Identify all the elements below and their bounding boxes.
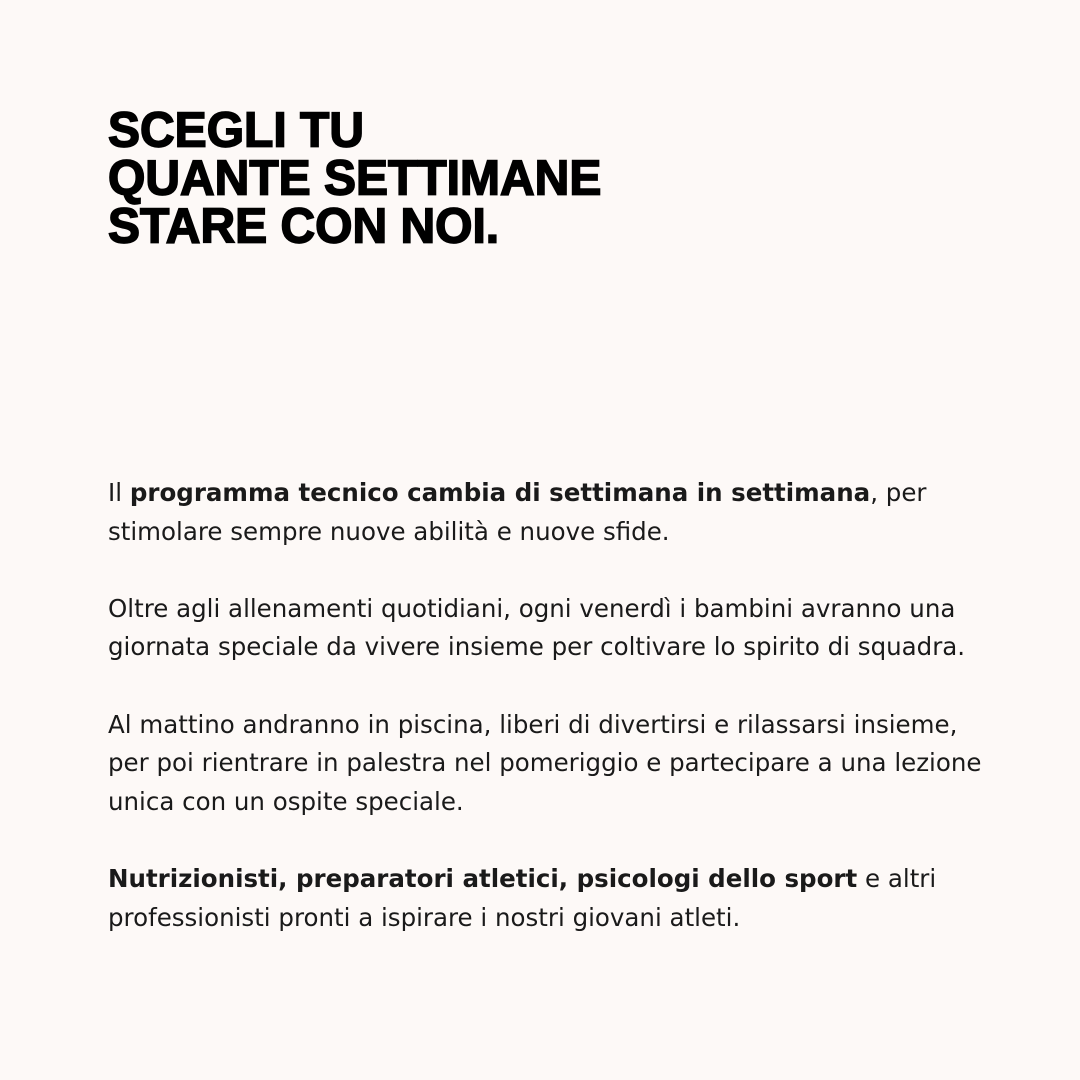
paragraph-program-lead: Il bbox=[108, 478, 130, 507]
paragraph-professionals-highlight: Nutrizionisti, preparatori atletici, psicologi dello sport bbox=[108, 863, 858, 893]
headline-line-3: STARE CON NOI. bbox=[108, 199, 500, 254]
paragraph-program bbox=[108, 474, 988, 551]
paragraph-morning bbox=[108, 706, 988, 822]
body-copy bbox=[108, 474, 988, 937]
paragraph-program-rest: , per stimolare sempre nuove abilità e nuove sfide. bbox=[108, 478, 927, 546]
headline bbox=[108, 103, 602, 254]
paragraph-friday bbox=[108, 590, 988, 667]
headline-line-1: SCEGLI TU bbox=[108, 103, 365, 158]
headline-line-2: QUANTE SETTIMANE bbox=[108, 151, 602, 206]
paragraph-morning-text: Al mattino andranno in piscina, liberi di divertirsi e rilassarsi insieme, per poi rientrare in palestra nel pomeriggio e partecipare a una lezione unica con un ospite speciale. bbox=[108, 709, 982, 816]
paragraph-program-highlight: programma tecnico cambia di settimana in settimana bbox=[129, 478, 871, 507]
paragraph-professionals-rest: e altri professionisti pronti a ispirare i nostri giovani atleti. bbox=[108, 863, 937, 932]
paragraph-friday-text: Oltre agli allenamenti quotidiani, ogni venerdì i bambini avranno una giornata speciale da vivere insieme per coltivare lo spirito di squadra. bbox=[108, 593, 966, 662]
paragraph-professionals bbox=[108, 860, 988, 937]
